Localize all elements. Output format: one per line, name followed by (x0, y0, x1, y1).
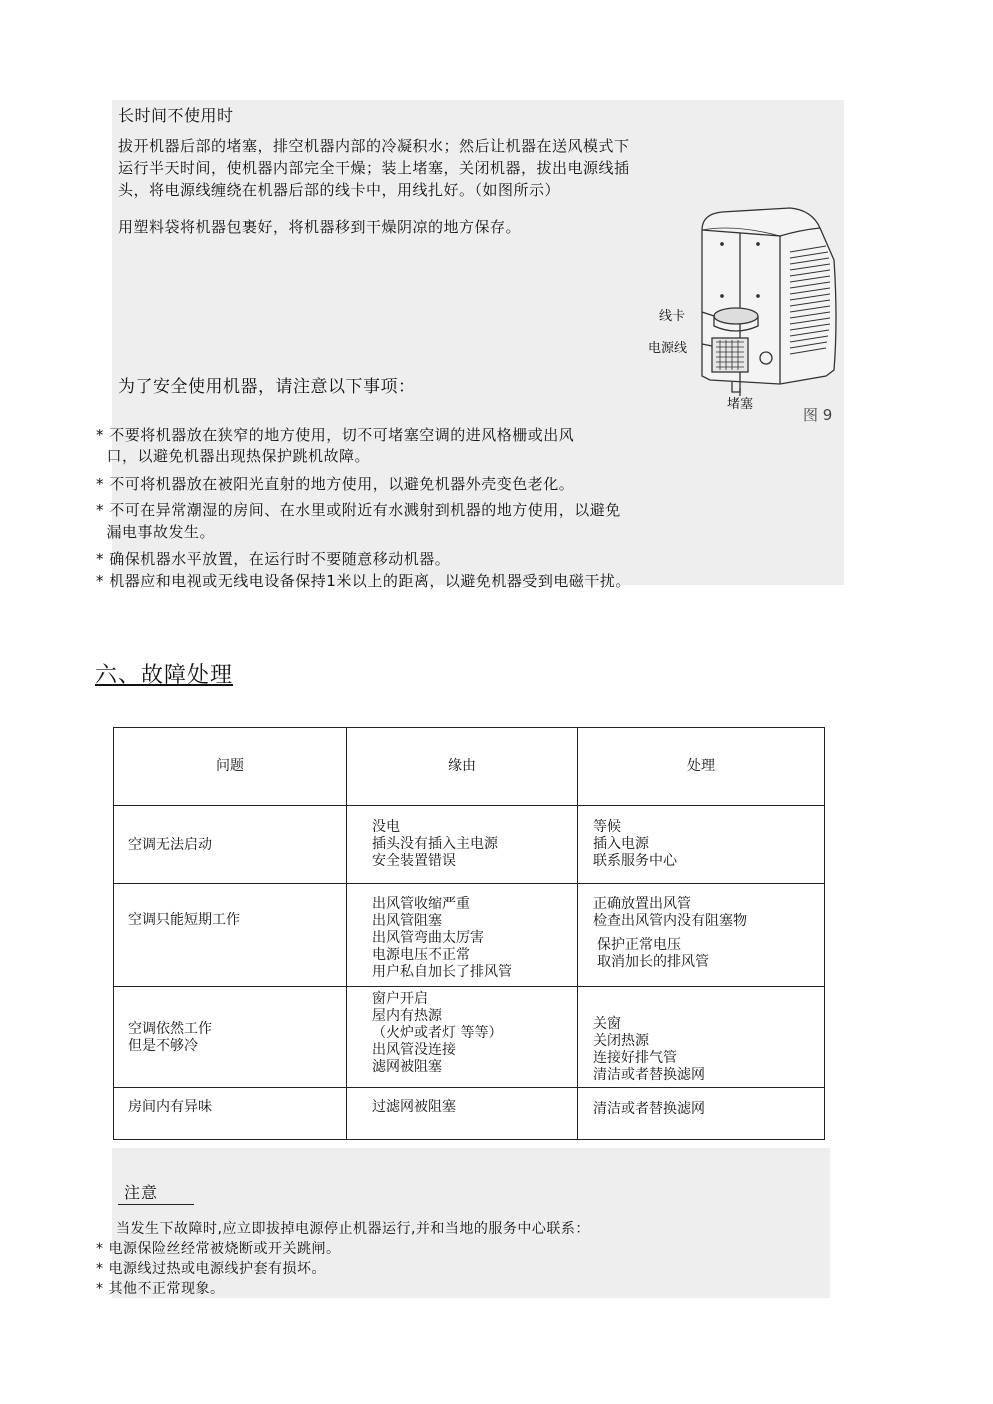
cause-text: 屋内有热源 (372, 1008, 442, 1024)
figure-label-clip: 线卡 (659, 309, 686, 324)
cause-text: 安全装置错误 (372, 853, 456, 869)
safety-item-3b: 漏电事故发生。 (96, 523, 216, 541)
problem-cell (114, 1088, 347, 1140)
storage-title: 长时间不使用时 (118, 106, 234, 125)
fix-text: 清洁或者替换滤网 (593, 1067, 705, 1083)
figure-label-cord: 电源线 (648, 341, 688, 356)
safety-item-3: * 不可在异常潮湿的房间、在水里或附近有水溅射到机器的地方使用，以避免 (96, 501, 621, 519)
storage-line-2: 运行半天时间，使机器内部完全干燥；装上堵塞，关闭机器，拔出电源线插 (118, 159, 630, 177)
note-item-1: * 电源保险丝经常被烧断或开关跳闸。 (96, 1241, 341, 1257)
cause-cell (347, 1088, 578, 1140)
cause-text: 电源电压不正常 (372, 947, 470, 963)
cause-text: 没电 (372, 819, 400, 835)
cause-text: 出风管收缩严重 (372, 896, 470, 912)
cause-text: 出风管阻塞 (372, 913, 442, 929)
section-title: 六、故障处理 (95, 663, 234, 688)
storage-line-1: 拔开机器后部的堵塞，排空机器内部的冷凝积水；然后让机器在送风模式下 (118, 137, 630, 155)
safety-item-1b: 口，以避免机器出现热保护跳机故障。 (96, 447, 371, 465)
fix-text: 连接好排气管 (593, 1050, 677, 1066)
cause-text: 滤网被阻塞 (372, 1059, 442, 1075)
fix-text: 插入电源 (593, 836, 649, 852)
fix-text: 保护正常电压 (597, 937, 681, 953)
fix-text: 等候 (593, 819, 621, 835)
fix-text: 清洁或者替换滤网 (593, 1101, 705, 1117)
cause-text: 出风管弯曲太厉害 (372, 930, 484, 946)
fix-text: 关窗 (593, 1016, 621, 1032)
note-item-2: * 电源线过热或电源线护套有损坏。 (96, 1261, 326, 1277)
cause-text: 用户私自加长了排风管 (372, 964, 512, 980)
problem-text: 空调只能短期工作 (128, 912, 240, 928)
header-fix: 处理 (578, 728, 825, 806)
safety-title: 为了安全使用机器，请注意以下事项： (118, 377, 416, 397)
problem-cell (114, 884, 347, 987)
problem-cell (114, 987, 347, 1088)
cause-text: 出风管没连接 (372, 1042, 456, 1058)
safety-item-4: * 确保机器水平放置，在运行时不要随意移动机器。 (96, 550, 451, 568)
storage-line-3: 头，将电源线缠绕在机器后部的线卡中，用线扎好。（如图所示） (118, 181, 561, 199)
fix-cell (578, 1088, 825, 1140)
fix-text: 正确放置出风管 (593, 896, 691, 912)
header-problem: 问题 (114, 728, 347, 806)
cause-text: 过滤网被阻塞 (372, 1099, 456, 1115)
table-row (114, 1088, 825, 1140)
table-row (114, 806, 825, 884)
fix-cell (578, 987, 825, 1088)
header-cause: 缘由 (347, 728, 578, 806)
cause-text: （火炉或者灯 等等） (372, 1025, 503, 1041)
fix-cell (578, 884, 825, 987)
fix-cell (578, 806, 825, 884)
cause-text: 窗户开启 (372, 991, 428, 1007)
problem-text: 空调无法启动 (128, 837, 212, 853)
fault-table (113, 727, 825, 1140)
figure-caption: 图 9 (803, 406, 833, 424)
problem-text: 空调依然工作 (128, 1021, 212, 1037)
fix-text: 关闭热源 (593, 1033, 649, 1049)
note-title: 注意 (118, 1180, 194, 1205)
storage-pack-line: 用塑料袋将机器包裹好，将机器移到干燥阴凉的地方保存。 (118, 218, 522, 236)
fix-text: 检查出风管内没有阻塞物 (593, 913, 747, 929)
table-row (114, 884, 825, 987)
cause-cell (347, 884, 578, 987)
problem-text: 但是不够冷 (128, 1038, 198, 1054)
fix-text: 取消加长的排风管 (597, 954, 709, 970)
problem-text: 房间内有异味 (128, 1099, 212, 1115)
cause-cell (347, 806, 578, 884)
table-row (114, 987, 825, 1088)
note-intro: 当发生下故障时,应立即拔掉电源停止机器运行,并和当地的服务中心联系： (116, 1221, 590, 1237)
cause-text: 插头没有插入主电源 (372, 836, 498, 852)
fix-text: 联系服务中心 (593, 853, 677, 869)
table-header-row (114, 728, 825, 806)
problem-cell (114, 806, 347, 884)
note-item-3: * 其他不正常现象。 (96, 1281, 225, 1297)
safety-item-1: * 不要将机器放在狭窄的地方使用，切不可堵塞空调的进风格栅或出风 (96, 426, 575, 444)
safety-item-5: * 机器应和电视或无线电设备保持1米以上的距离，以避免机器受到电磁干扰。 (96, 572, 631, 590)
figure-label-plug: 堵塞 (727, 397, 754, 412)
cause-cell (347, 987, 578, 1088)
safety-item-2: * 不可将机器放在被阳光直射的地方使用，以避免机器外壳变色老化。 (96, 475, 575, 493)
